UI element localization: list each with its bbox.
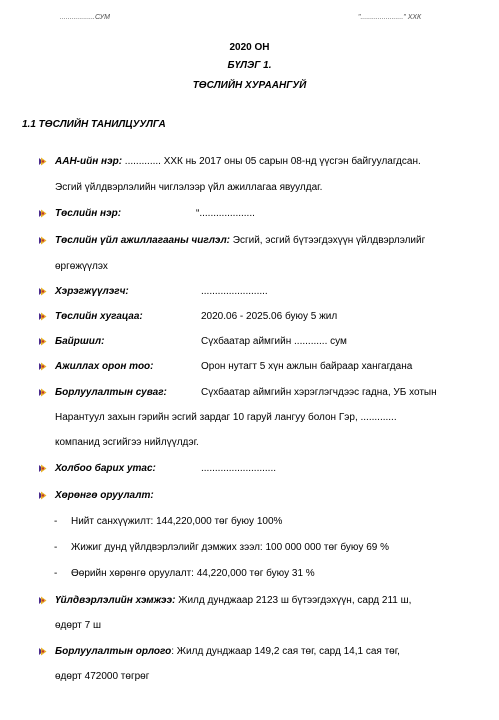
direction-value: Эсгий, эсгий бүтээгдэхүүн үйлдвэрлэлийг xyxy=(230,235,426,246)
dash-marker: - xyxy=(54,542,58,553)
project-name-label: Төслийн нэр: xyxy=(55,208,122,219)
company-line2: Эсгий үйлдвэрлэлийн чиглэлээр үйл ажиллагаа явуулдаг. xyxy=(55,182,323,193)
sales-line3: компанид эсгийгээ нийлүүлдэг. xyxy=(55,437,199,448)
revenue-row xyxy=(55,646,400,657)
header-right: "......................" ХХК xyxy=(358,14,422,21)
revenue-label: Борлуулалтын орлого xyxy=(55,646,172,657)
chapter-title: ТӨСЛИЙН ХУРААНГУЙ xyxy=(192,80,307,91)
bullet-icon xyxy=(38,464,47,473)
bullet-icon xyxy=(38,209,47,218)
jobs-label: Ажиллах орон тоо: xyxy=(55,361,154,372)
user-value: ........................ xyxy=(201,286,268,297)
duration-value: 2020.06 - 2025.06 буюу 5 жил xyxy=(201,311,338,322)
location-value: Сүхбаатар аймгийн ............ сум xyxy=(201,336,347,347)
header-left: ..................СУМ xyxy=(60,14,110,21)
bullet-icon xyxy=(38,236,47,245)
sales-value: Сүхбаатар аймгийн хэрэглэгчдээс гадна, УБ хотын xyxy=(201,387,437,398)
document-year: 2020 ОН xyxy=(229,42,270,53)
capacity-value: Жилд дунджаар 2123 ш бүтээгдэхүүн, сард 211 ш, xyxy=(175,595,412,606)
duration-label: Төслийн хугацаа: xyxy=(55,311,143,322)
company-row xyxy=(55,156,421,167)
chapter-number: БҮЛЭГ 1. xyxy=(227,60,272,71)
revenue-line2: өдөрт 472000 төгрөг xyxy=(55,671,150,682)
investment-loan: Жижиг дунд үйлдвэрлэлийг дэмжих зээл: 100 000 000 төг буюу 69 % xyxy=(71,542,390,553)
sales-line2: Нарантуул захын гэрийн эсгий зардаг 10 гаруй лангуу болон Гэр, ............. xyxy=(55,412,397,423)
direction-label: Төслийн үйл ажиллагааны чиглэл: xyxy=(55,235,230,246)
bullet-icon xyxy=(38,596,47,605)
bullet-icon xyxy=(38,287,47,296)
investment-total: Нийт санхүүжилт: 144,220,000 төг буюу 100% xyxy=(71,516,283,527)
bullet-icon xyxy=(38,647,47,656)
investment-label: Хөрөнгө оруулалт: xyxy=(55,490,154,501)
user-label: Хэрэгжүүлэгч: xyxy=(55,286,129,297)
dash-marker: - xyxy=(54,516,58,527)
bullet-icon xyxy=(38,362,47,371)
jobs-value: Орон нутагт 5 хүн ажлын байраар хангагдана xyxy=(201,361,413,372)
company-value: ............. ХХК нь 2017 оны 05 сарын 08-нд үүсгэн байгуулагдсан. xyxy=(122,156,421,167)
phone-label: Холбоо барих утас: xyxy=(55,463,156,474)
bullet-icon xyxy=(38,157,47,166)
capacity-row xyxy=(55,595,411,606)
company-label: ААН-ийн нэр: xyxy=(55,156,123,167)
sales-label: Борлуулалтын суваг: xyxy=(55,387,167,398)
dash-marker: - xyxy=(54,568,58,579)
investment-own: Өөрийн хөрөнгө оруулалт: 44,220,000 төг буюу 31 % xyxy=(71,568,315,579)
project-name-value: “.................... xyxy=(196,208,255,219)
direction-line2: өргөжүүлэх xyxy=(55,261,108,272)
section-heading: 1.1 ТӨСЛИЙН ТАНИЛЦУУЛГА xyxy=(22,119,166,130)
capacity-line2: өдөрт 7 ш xyxy=(55,620,102,631)
capacity-label: Үйлдвэрлэлийн хэмжээ: xyxy=(55,595,176,606)
phone-value: ........................... xyxy=(201,463,277,474)
bullet-icon xyxy=(38,491,47,500)
location-label: Байршил: xyxy=(55,336,105,347)
bullet-icon xyxy=(38,337,47,346)
revenue-value: : Жилд дунджаар 149,2 сая төг, сард 14,1 сая төг, xyxy=(171,646,400,657)
direction-row xyxy=(55,235,425,246)
bullet-icon xyxy=(38,312,47,321)
bullet-icon xyxy=(38,388,47,397)
